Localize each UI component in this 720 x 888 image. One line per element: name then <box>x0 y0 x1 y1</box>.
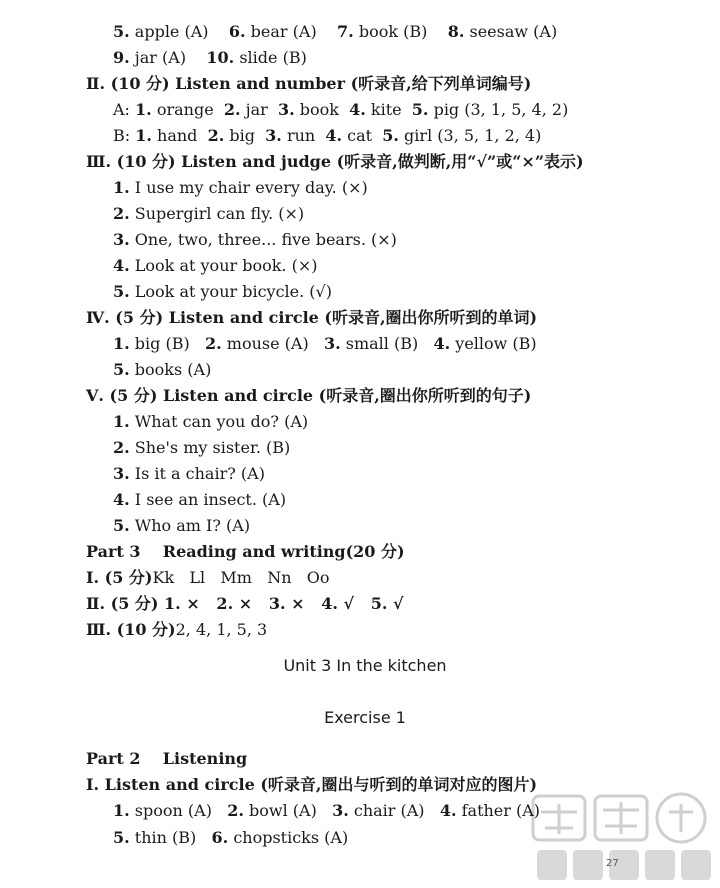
bold-text: 1. <box>135 126 152 145</box>
text-span: kite <box>365 100 412 119</box>
text-line <box>86 74 531 94</box>
text-span: small (B) <box>340 334 434 353</box>
bold-text: Ⅱ. (10 分) Listen and number (听录音,给下列单词编号) <box>86 74 532 93</box>
text-span: big <box>224 126 266 145</box>
text-span: 2, 4, 1, 5, 3 <box>175 620 268 639</box>
text-line <box>86 775 537 795</box>
bold-text: Ⅳ. (5 分) Listen and circle (听录音,圈出你所听到的单词) <box>86 308 538 327</box>
text-line <box>113 256 318 276</box>
page-number: 27 <box>606 858 619 869</box>
bold-text: 2. <box>223 100 241 119</box>
unit-title: Unit 3 In the kitchen <box>283 656 447 675</box>
text-line <box>113 230 397 250</box>
bold-text: 1. <box>113 801 130 820</box>
bold-text: 10. <box>206 48 235 67</box>
text-line <box>113 490 286 510</box>
bold-text: 5. <box>411 100 429 119</box>
text-span: I see an insect. (A) <box>129 490 287 509</box>
bold-text: 5. <box>113 360 130 379</box>
text-line <box>86 568 330 588</box>
text-line <box>113 412 308 432</box>
text-line <box>113 48 307 68</box>
text-span: Kk Ll Mm Nn Oo <box>152 568 330 587</box>
text-line <box>113 334 537 354</box>
bold-text: 5. <box>113 282 130 301</box>
text-span: spoon (A) <box>129 801 228 820</box>
text-span: thin (B) <box>129 828 212 847</box>
text-span: jar <box>240 100 278 119</box>
bold-text: 8. <box>447 22 465 41</box>
text-line <box>86 749 247 769</box>
bold-text: 2. <box>227 801 244 820</box>
bold-text: 3. <box>113 230 130 249</box>
watermark-logo <box>525 790 720 888</box>
text-span: B: <box>113 126 136 145</box>
bold-text: 2. <box>113 204 130 223</box>
text-span: A: <box>113 100 136 119</box>
text-span: father (A) <box>456 801 541 820</box>
text-span: Is it a chair? (A) <box>129 464 265 483</box>
bold-text: 4. <box>325 126 343 145</box>
text-line <box>113 828 348 848</box>
bold-text: Part 3 Reading and writing(20 分) <box>86 542 405 561</box>
text-span: book (B) <box>353 22 448 41</box>
text-line <box>86 542 405 562</box>
text-span: yellow (B) <box>450 334 537 353</box>
text-line <box>113 22 557 42</box>
bold-text: 5. <box>113 828 130 847</box>
text-line <box>113 801 540 821</box>
bold-text: 4. <box>113 256 130 275</box>
text-span: run <box>281 126 326 145</box>
bold-text: 3. <box>323 334 341 353</box>
bold-text: Ⅴ. (5 分) Listen and circle (听录音,圈出你所听到的句子) <box>86 386 532 405</box>
bold-text: 2. <box>113 438 130 457</box>
text-span: jar (A) <box>129 48 207 67</box>
exercise-title: Exercise 1 <box>324 708 406 727</box>
text-span: She's my sister. (B) <box>129 438 291 457</box>
bold-text: Part 2 Listening <box>86 749 248 768</box>
text-span: bowl (A) <box>243 801 333 820</box>
bold-text: 3. <box>332 801 349 820</box>
bold-text: 2. <box>207 126 225 145</box>
text-line <box>113 282 332 302</box>
bold-text: 3. <box>265 126 282 145</box>
bold-text: Ⅲ. (10 分) <box>86 620 176 639</box>
text-span: book <box>294 100 350 119</box>
text-line <box>86 308 537 328</box>
bold-text: 9. <box>113 48 130 67</box>
bold-text: 3. <box>113 464 130 483</box>
text-span: orange <box>151 100 224 119</box>
text-span: One, two, three... five bears. (×) <box>129 230 397 249</box>
bold-text: 4. <box>439 801 457 820</box>
text-line <box>113 360 211 380</box>
bold-text: Ⅰ. Listen and circle (听录音,圈出与听到的单词对应的图片) <box>86 775 538 794</box>
bold-text: 1. <box>113 412 130 431</box>
text-span: Who am I? (A) <box>129 516 251 535</box>
text-span: seesaw (A) <box>464 22 558 41</box>
bold-text: 1. <box>135 100 152 119</box>
text-span: slide (B) <box>234 48 307 67</box>
text-span: Supergirl can fly. (×) <box>129 204 305 223</box>
text-line <box>86 386 531 406</box>
bold-text: 5. <box>113 516 130 535</box>
bold-text: 3. <box>277 100 295 119</box>
bold-text: 4. <box>349 100 366 119</box>
text-line <box>113 516 250 536</box>
text-line <box>86 620 267 640</box>
text-line <box>113 464 265 484</box>
text-span: big (B) <box>129 334 205 353</box>
text-line <box>113 126 541 146</box>
bold-text: 1. <box>113 334 130 353</box>
bold-text: 2. <box>204 334 222 353</box>
bold-text: 6. <box>228 22 246 41</box>
bold-text: 5. <box>113 22 130 41</box>
bold-text: 6. <box>211 828 229 847</box>
bold-text: 4. <box>433 334 451 353</box>
text-line <box>113 100 568 120</box>
text-span: I use my chair every day. (×) <box>129 178 368 197</box>
text-line <box>113 204 304 224</box>
text-line <box>113 178 368 198</box>
text-span: chair (A) <box>348 801 440 820</box>
bold-text: Ⅲ. (10 分) Listen and judge (听录音,做判断,用“√”或“×”表示) <box>86 152 584 171</box>
text-span: mouse (A) <box>221 334 324 353</box>
text-span: Look at your book. (×) <box>129 256 318 275</box>
text-line <box>86 152 584 172</box>
text-span: hand <box>151 126 208 145</box>
bold-text: Ⅰ. (5 分) <box>86 568 153 587</box>
bold-text: 5. <box>382 126 399 145</box>
text-span: bear (A) <box>245 22 338 41</box>
text-span: girl (3, 5, 1, 2, 4) <box>398 126 542 145</box>
text-span: pig (3, 1, 5, 4, 2) <box>428 100 569 119</box>
bold-text: Ⅱ. (5 分) 1. × 2. × 3. × 4. √ 5. √ <box>86 594 404 613</box>
text-line <box>86 594 404 614</box>
bold-text: 1. <box>113 178 130 197</box>
text-span: books (A) <box>129 360 212 379</box>
bold-text: 4. <box>113 490 130 509</box>
text-line <box>113 438 290 458</box>
text-span: cat <box>342 126 383 145</box>
text-span: Look at your bicycle. (√) <box>129 282 332 301</box>
text-span: apple (A) <box>129 22 229 41</box>
bold-text: 7. <box>337 22 354 41</box>
text-span: What can you do? (A) <box>129 412 309 431</box>
text-span: chopsticks (A) <box>228 828 349 847</box>
